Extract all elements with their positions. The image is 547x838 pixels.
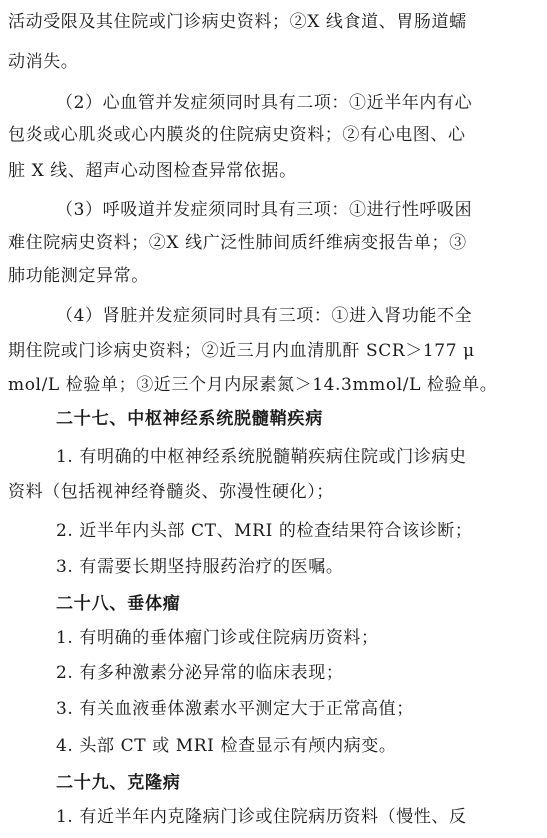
text-line: 1. 有明确的垂体瘤门诊或住院病历资料； bbox=[56, 628, 379, 648]
section-heading: 二十七、中枢神经系统脱髓鞘疾病 bbox=[56, 409, 323, 429]
text-line: 4. 头部 CT 或 MRI 检查显示有颅内病变。 bbox=[56, 736, 397, 756]
text-line: 期住院或门诊病史资料；②近三月内血清肌酐 SCR＞177 μ bbox=[8, 341, 475, 361]
text-line: 3. 有关血液垂体激素水平测定大于正常高值； bbox=[56, 699, 414, 719]
section-heading: 二十八、垂体瘤 bbox=[56, 594, 181, 614]
text-line: 资料（包括视神经脊髓炎、弥漫性硬化）； bbox=[8, 482, 334, 502]
text-line: 脏 X 线、超声心动图检查异常依据。 bbox=[8, 161, 297, 181]
text-line: 1. 有近半年内克隆病门诊或住院病历资料（慢性、反 bbox=[56, 807, 467, 827]
text-line: 1. 有明确的中枢神经系统脱髓鞘疾病住院或门诊病史 bbox=[56, 447, 467, 467]
text-line: 2. 近半年内头部 CT、MRI 的检查结果符合该诊断； bbox=[56, 521, 473, 541]
section-heading: 二十九、克隆病 bbox=[56, 773, 181, 793]
text-line: 肺功能测定异常。 bbox=[8, 266, 149, 286]
text-line: 2. 有多种激素分泌异常的临床表现； bbox=[56, 663, 344, 683]
text-line: 难住院病史资料；②X 线广泛性肺间质纤维病变报告单；③ bbox=[8, 233, 467, 253]
text-line: 活动受限及其住院或门诊病史资料；②X 线食道、胃肠道蠕 bbox=[8, 12, 467, 32]
text-line: （4）肾脏并发症须同时具有三项：①进入肾功能不全 bbox=[56, 306, 473, 326]
text-line: （2）心血管并发症须同时具有二项：①近半年内有心 bbox=[56, 93, 473, 113]
text-line: 3. 有需要长期坚持服药治疗的医嘱。 bbox=[56, 557, 344, 577]
text-line: 动消失。 bbox=[8, 52, 79, 72]
text-line: （3）呼吸道并发症须同时具有三项：①进行性呼吸困 bbox=[56, 200, 473, 220]
text-line: 包炎或心肌炎或心内膜炎的住院病史资料；②有心电图、心 bbox=[8, 125, 466, 145]
text-line: mol/L 检验单；③近三个月内尿素氮＞14.3mmol/L 检验单。 bbox=[8, 375, 498, 395]
